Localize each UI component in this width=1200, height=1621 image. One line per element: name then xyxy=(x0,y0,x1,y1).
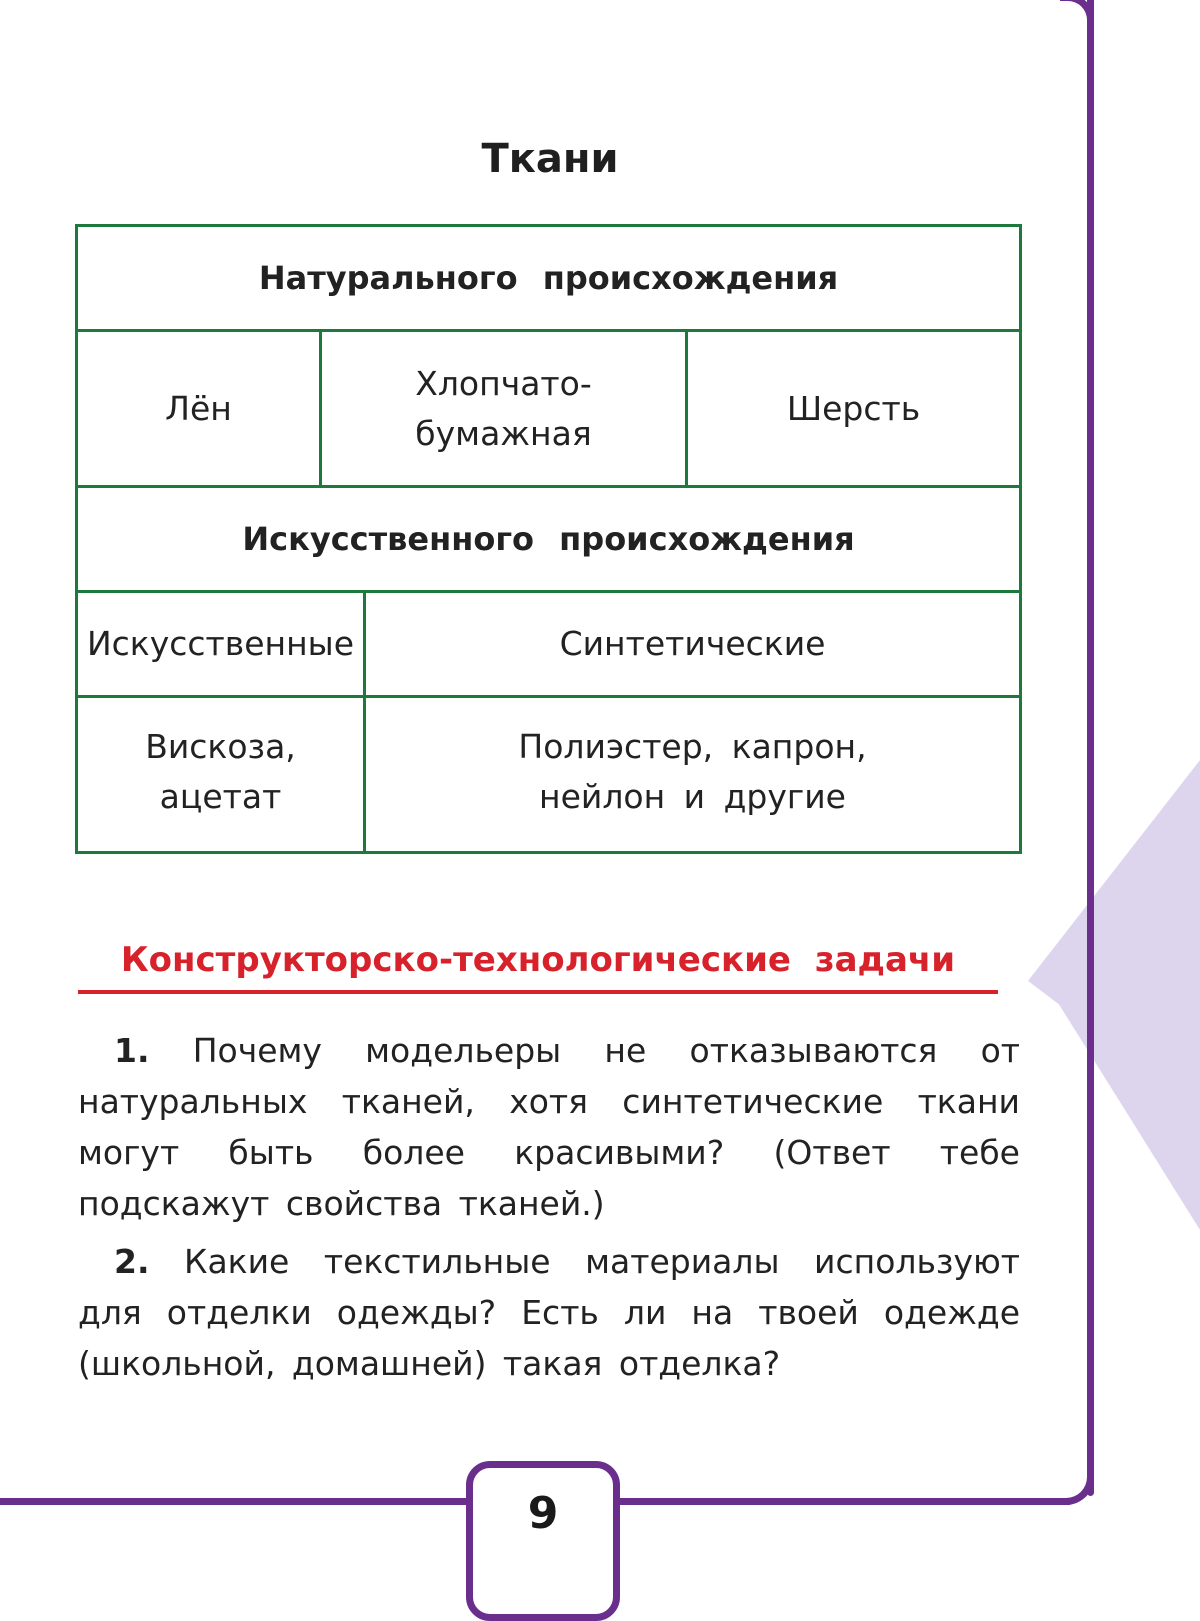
page-number-box xyxy=(466,1461,620,1621)
fabrics-table xyxy=(75,224,1022,854)
fabric-wool: Шерсть xyxy=(687,331,1021,487)
table-row xyxy=(77,331,1021,487)
task-text: Почему модельеры не отказываются от натуральных тканей, хотя синтетические ткани могут быть более красивыми? (Ответ тебе подскажут свойства тканей.) xyxy=(78,1031,1020,1223)
table-row xyxy=(77,487,1021,592)
task-number: 2. xyxy=(114,1242,150,1281)
task-2 xyxy=(78,1236,1020,1389)
page-frame-right xyxy=(1087,0,1094,1496)
table-row xyxy=(77,592,1021,697)
category-artificial: Искусственные xyxy=(77,592,365,697)
table-row xyxy=(77,697,1021,853)
task-1 xyxy=(78,1025,1020,1229)
artificial-origin-header: Искусственного происхождения xyxy=(77,487,1021,592)
page-number: 9 xyxy=(527,1488,559,1539)
fabric-linen: Лён xyxy=(77,331,321,487)
task-number: 1. xyxy=(114,1031,150,1070)
examples-synthetic: Полиэстер, капрон, нейлон и другие xyxy=(365,697,1021,853)
decorative-triangle xyxy=(1028,760,1200,1230)
fabric-cotton: Хлопчато- бумажная xyxy=(321,331,687,487)
examples-artificial: Вискоза, ацетат xyxy=(77,697,365,853)
natural-origin-header: Натурального происхождения xyxy=(77,226,1021,331)
category-synthetic: Синтетические xyxy=(365,592,1021,697)
tasks-heading-underline xyxy=(78,990,998,994)
page-title: Ткани xyxy=(481,136,619,182)
tasks-heading: Конструкторско-технологические задачи xyxy=(120,940,956,980)
task-text: Какие текстильные материалы используют для отделки одежды? Есть ли на твоей одежде (школьной, домашней) такая отделка? xyxy=(78,1242,1020,1383)
table-row xyxy=(77,226,1021,331)
